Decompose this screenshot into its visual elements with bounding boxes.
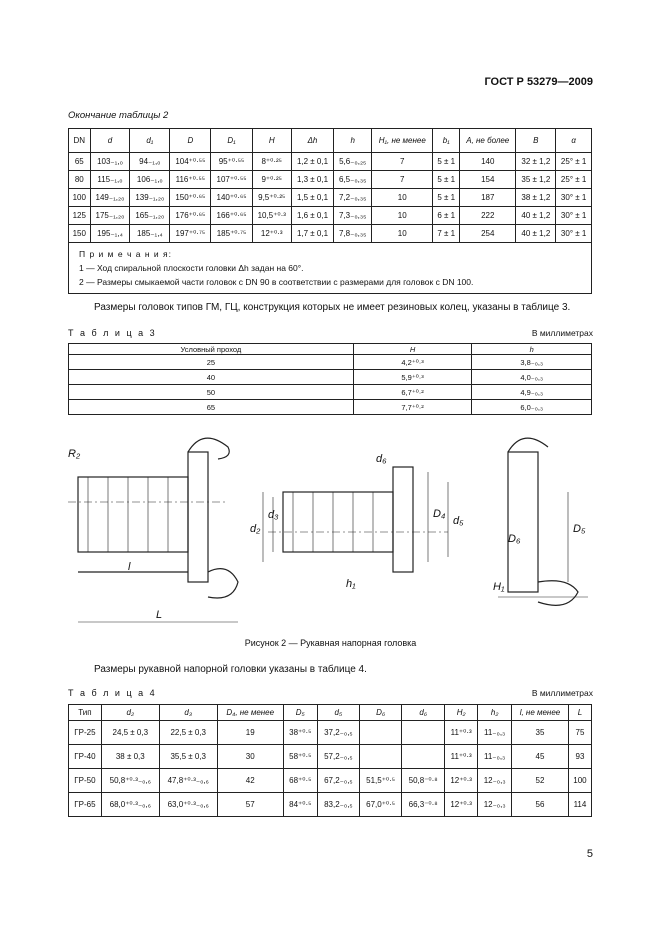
table-cell: 12⁺⁰·³ <box>444 769 477 793</box>
table-cell: 175₋₁,₂₀ <box>90 207 130 225</box>
table-cell: 7,7⁺⁰·² <box>353 400 472 415</box>
table-cell: 4,2⁺⁰·³ <box>353 355 472 370</box>
table-cell: 166⁺⁰·⁶⁵ <box>211 207 252 225</box>
page-number: 5 <box>586 848 593 860</box>
table-cell <box>402 721 445 745</box>
table-cell: 42 <box>217 769 283 793</box>
table2-caption: Окончание таблицы 2 <box>68 110 169 121</box>
table3-caption: Т а б л и ц а 3 <box>68 328 157 338</box>
table-cell: 100 <box>568 769 591 793</box>
table-cell: 5 ± 1 <box>433 153 460 171</box>
table-cell: 66,3⁻⁰·⁸ <box>402 793 445 817</box>
table-cell: 154 <box>460 171 516 189</box>
table-cell: 63,0⁺⁰·³₋₀,₆ <box>159 793 217 817</box>
table-row <box>69 721 592 745</box>
table-cell: 12₋₀,₃ <box>478 769 512 793</box>
table-row <box>69 171 592 189</box>
table-row <box>69 153 592 171</box>
table-cell: 4,9₋₀,₃ <box>472 385 592 400</box>
column-header: H <box>252 129 291 153</box>
column-header: B <box>516 129 556 153</box>
table-row <box>69 769 592 793</box>
column-header: h <box>334 129 372 153</box>
table-row <box>69 385 592 400</box>
table-cell: ГР-50 <box>69 769 102 793</box>
table-cell: 8⁺⁰·²⁵ <box>252 153 291 171</box>
figure-caption: Рисунок 2 — Рукавная напорная головка <box>244 638 417 648</box>
table-cell: 40 ± 1,2 <box>516 207 556 225</box>
column-header: D₁ <box>211 129 252 153</box>
note: 1 — Ход спиральной плоскости головки Δh задан на 60°. <box>79 263 304 273</box>
table-cell: 195₋₁,₄ <box>90 225 130 243</box>
table-cell: 7 ± 1 <box>433 225 460 243</box>
table-cell <box>359 721 402 745</box>
table-cell: 38⁺⁰·⁵ <box>283 721 317 745</box>
table-cell: 95⁺⁰·⁵⁵ <box>211 153 252 171</box>
table-cell: 19 <box>217 721 283 745</box>
table-cell: 10 <box>372 189 433 207</box>
label-d2: d₂ <box>250 523 261 535</box>
column-header: H₁, не менее <box>372 129 433 153</box>
table-cell: 149₋₁,₂₀ <box>90 189 130 207</box>
table-cell: 68⁺⁰·⁵ <box>283 769 317 793</box>
table-cell: 106₋₁,₀ <box>130 171 170 189</box>
table-cell: 83,2₋₀,₅ <box>317 793 359 817</box>
table-cell: 35 <box>511 721 568 745</box>
column-header: DN <box>69 129 91 153</box>
table-cell: 80 <box>69 171 91 189</box>
column-header: d₂ <box>101 705 159 721</box>
table-cell: 12⁺⁰·³ <box>252 225 291 243</box>
table-cell: 3,8₋₀,₃ <box>472 355 592 370</box>
table-row <box>69 355 592 370</box>
column-header: b₁ <box>433 129 460 153</box>
table-cell: 11⁺⁰·³ <box>444 745 477 769</box>
table-cell: 6,7⁺⁰·² <box>353 385 472 400</box>
table-cell: 45 <box>511 745 568 769</box>
column-header: Тип <box>69 705 102 721</box>
table-cell: 30° ± 1 <box>556 225 592 243</box>
column-header: D₅ <box>283 705 317 721</box>
table-cell: 24,5 ± 0,3 <box>101 721 159 745</box>
table-cell: 7 <box>372 153 433 171</box>
table-cell: 10 <box>372 225 433 243</box>
table-cell: 67,2₋₀,₅ <box>317 769 359 793</box>
table-cell: 65 <box>69 400 354 415</box>
table-cell: 140 <box>460 153 516 171</box>
table3-unit: В миллиметрах <box>531 328 593 338</box>
note: 2 — Размеры смыкаемой части головок с DN 90 в соответствии с размерами для головок с DN 100. <box>79 277 474 287</box>
label-d5: d₅ <box>453 515 464 527</box>
table-cell: 12₋₀,₃ <box>478 793 512 817</box>
table-cell: 103₋₁,₀ <box>90 153 130 171</box>
table-cell: 6 ± 1 <box>433 207 460 225</box>
table-cell: 139₋₁,₂₀ <box>130 189 170 207</box>
table-cell <box>359 745 402 769</box>
table-cell: 107⁺⁰·⁵⁵ <box>211 171 252 189</box>
table-cell: 10,5⁺⁰·³ <box>252 207 291 225</box>
table-cell: 116⁺⁰·⁵⁵ <box>170 171 211 189</box>
table-cell: 84⁺⁰·⁵ <box>283 793 317 817</box>
table-cell: 6,0₋₀,₃ <box>472 400 592 415</box>
label-d3: d₃ <box>268 509 279 521</box>
table-cell: 140⁺⁰·⁶⁵ <box>211 189 252 207</box>
table-cell: 30 <box>217 745 283 769</box>
column-header: α <box>556 129 592 153</box>
table-cell: 25° ± 1 <box>556 171 592 189</box>
column-header: d₅ <box>317 705 359 721</box>
paragraph-table3-intro: Размеры головок типов ГМ, ГЦ, конструкция которых не имеет резиновых колец, указаны в таблице 3. <box>94 302 571 313</box>
figure-hose-coupling-drawing <box>68 432 598 627</box>
table-cell: 10 <box>372 207 433 225</box>
table-cell: 5,9⁺⁰·³ <box>353 370 472 385</box>
label-L: L <box>156 609 163 621</box>
label-l: l <box>128 561 131 573</box>
table-cell: 115₋₁,₀ <box>90 171 130 189</box>
table-cell: 30° ± 1 <box>556 189 592 207</box>
table-row <box>69 189 592 207</box>
table4-unit: В миллиметрах <box>531 688 593 698</box>
column-header: Условный проход <box>69 344 354 355</box>
column-header: d₁ <box>130 129 170 153</box>
column-header: D <box>170 129 211 153</box>
table-cell: 35,5 ± 0,3 <box>159 745 217 769</box>
table-cell: 1,6 ± 0,1 <box>291 207 333 225</box>
table-cell: 150 <box>69 225 91 243</box>
table-cell: 6,5₋₀,₃₅ <box>334 171 372 189</box>
table-cell: 1,5 ± 0,1 <box>291 189 333 207</box>
table-cell: 197⁺⁰·⁷⁵ <box>170 225 211 243</box>
table-cell: 187 <box>460 189 516 207</box>
table-cell: 75 <box>568 721 591 745</box>
table-cell: 7,3₋₀,₃₅ <box>334 207 372 225</box>
table-cell: 32 ± 1,2 <box>516 153 556 171</box>
label-D5: D₅ <box>573 523 586 535</box>
column-header: h <box>472 344 592 355</box>
table-cell: 38 ± 1,2 <box>516 189 556 207</box>
table-cell: 7,8₋₀,₃₅ <box>334 225 372 243</box>
column-header: Δh <box>291 129 333 153</box>
label-D6: D₆ <box>508 533 521 545</box>
table-row <box>69 793 592 817</box>
paragraph-table4-intro: Размеры рукавной напорной головки указаны в таблице 4. <box>94 664 367 675</box>
table-cell: 176⁺⁰·⁶⁵ <box>170 207 211 225</box>
table4-caption: Т а б л и ц а 4 <box>68 688 157 698</box>
label-D4: D₄ <box>433 508 446 520</box>
table-row <box>69 400 592 415</box>
table-cell: 50,8⁻⁰·⁸ <box>402 769 445 793</box>
table-3 <box>68 343 592 415</box>
table-cell: 11⁺⁰·³ <box>444 721 477 745</box>
table-cell: 50 <box>69 385 354 400</box>
column-header: d <box>90 129 130 153</box>
table-cell: 57 <box>217 793 283 817</box>
table-cell: 185₋₁,₄ <box>130 225 170 243</box>
label-h1: h₁ <box>346 578 356 590</box>
label-H1: H₁ <box>493 581 505 593</box>
table-4 <box>68 704 592 817</box>
notes-title: П р и м е ч а н и я: <box>79 249 172 259</box>
table-cell: 5 ± 1 <box>433 171 460 189</box>
table-cell <box>402 745 445 769</box>
table-cell: ГР-40 <box>69 745 102 769</box>
table-cell: 5,6₋₀,₂₅ <box>334 153 372 171</box>
table-row <box>69 207 592 225</box>
table-cell: 67,0⁺⁰·⁵ <box>359 793 402 817</box>
table-cell: 25° ± 1 <box>556 153 592 171</box>
table-cell: 125 <box>69 207 91 225</box>
column-header: D₄, не менее <box>217 705 283 721</box>
table-cell: 165₋₁,₂₀ <box>130 207 170 225</box>
table-cell: 104⁺⁰·⁵⁵ <box>170 153 211 171</box>
table-cell: 100 <box>69 189 91 207</box>
label-r2: R₂ <box>68 448 81 460</box>
table-cell: 94₋₁,₀ <box>130 153 170 171</box>
table-cell: 9,5⁺⁰·²⁵ <box>252 189 291 207</box>
table-cell: 7 <box>372 171 433 189</box>
table-cell: 1,7 ± 0,1 <box>291 225 333 243</box>
column-header: L <box>568 705 591 721</box>
table-cell: 93 <box>568 745 591 769</box>
table-cell: 12⁺⁰·³ <box>444 793 477 817</box>
table-cell: ГР-65 <box>69 793 102 817</box>
table-cell: 1,2 ± 0,1 <box>291 153 333 171</box>
column-header: d₃ <box>159 705 217 721</box>
column-header: H₂ <box>444 705 477 721</box>
table-cell: 51,5⁺⁰·⁵ <box>359 769 402 793</box>
table-cell: 65 <box>69 153 91 171</box>
table-cell: 11₋₀,₃ <box>478 745 512 769</box>
table-cell: 37,2₋₀,₅ <box>317 721 359 745</box>
table-cell: 22,5 ± 0,3 <box>159 721 217 745</box>
table-cell: 254 <box>460 225 516 243</box>
table-cell: 38 ± 0,3 <box>101 745 159 769</box>
table-cell: 185⁺⁰·⁷⁵ <box>211 225 252 243</box>
column-header: l, не менее <box>511 705 568 721</box>
table-cell: 25 <box>69 355 354 370</box>
column-header: h₂ <box>478 705 512 721</box>
table-cell: 57,2₋₀,₅ <box>317 745 359 769</box>
table-cell: 5 ± 1 <box>433 189 460 207</box>
table-cell: 40 <box>69 370 354 385</box>
table-cell: 68,0⁺⁰·³₋₀,₆ <box>101 793 159 817</box>
table-cell: 9⁺⁰·²⁵ <box>252 171 291 189</box>
column-header: D₆ <box>359 705 402 721</box>
table-row <box>69 370 592 385</box>
table-cell: 52 <box>511 769 568 793</box>
table-2 <box>68 128 592 294</box>
standard-code: ГОСТ Р 53279—2009 <box>484 76 593 88</box>
table-cell: 7,2₋₀,₃₅ <box>334 189 372 207</box>
column-header: A, не более <box>460 129 516 153</box>
table-cell: 58⁺⁰·⁵ <box>283 745 317 769</box>
column-header: H <box>353 344 472 355</box>
column-header: d₆ <box>402 705 445 721</box>
table-cell: 50,8⁺⁰·³₋₀,₆ <box>101 769 159 793</box>
table-cell: 11₋₀,₃ <box>478 721 512 745</box>
table-cell: 150⁺⁰·⁶⁵ <box>170 189 211 207</box>
table-cell: 4,0₋₀,₃ <box>472 370 592 385</box>
table-row <box>69 745 592 769</box>
table-cell: 222 <box>460 207 516 225</box>
table-cell: 47,8⁺⁰·³₋₀,₆ <box>159 769 217 793</box>
table-cell: 30° ± 1 <box>556 207 592 225</box>
table-cell: ГР-25 <box>69 721 102 745</box>
table-cell: 40 ± 1,2 <box>516 225 556 243</box>
table-cell: 35 ± 1,2 <box>516 171 556 189</box>
label-d6: d₆ <box>376 453 387 465</box>
table-cell: 1,3 ± 0,1 <box>291 171 333 189</box>
table-cell: 114 <box>568 793 591 817</box>
table-row <box>69 225 592 243</box>
table-cell: 56 <box>511 793 568 817</box>
